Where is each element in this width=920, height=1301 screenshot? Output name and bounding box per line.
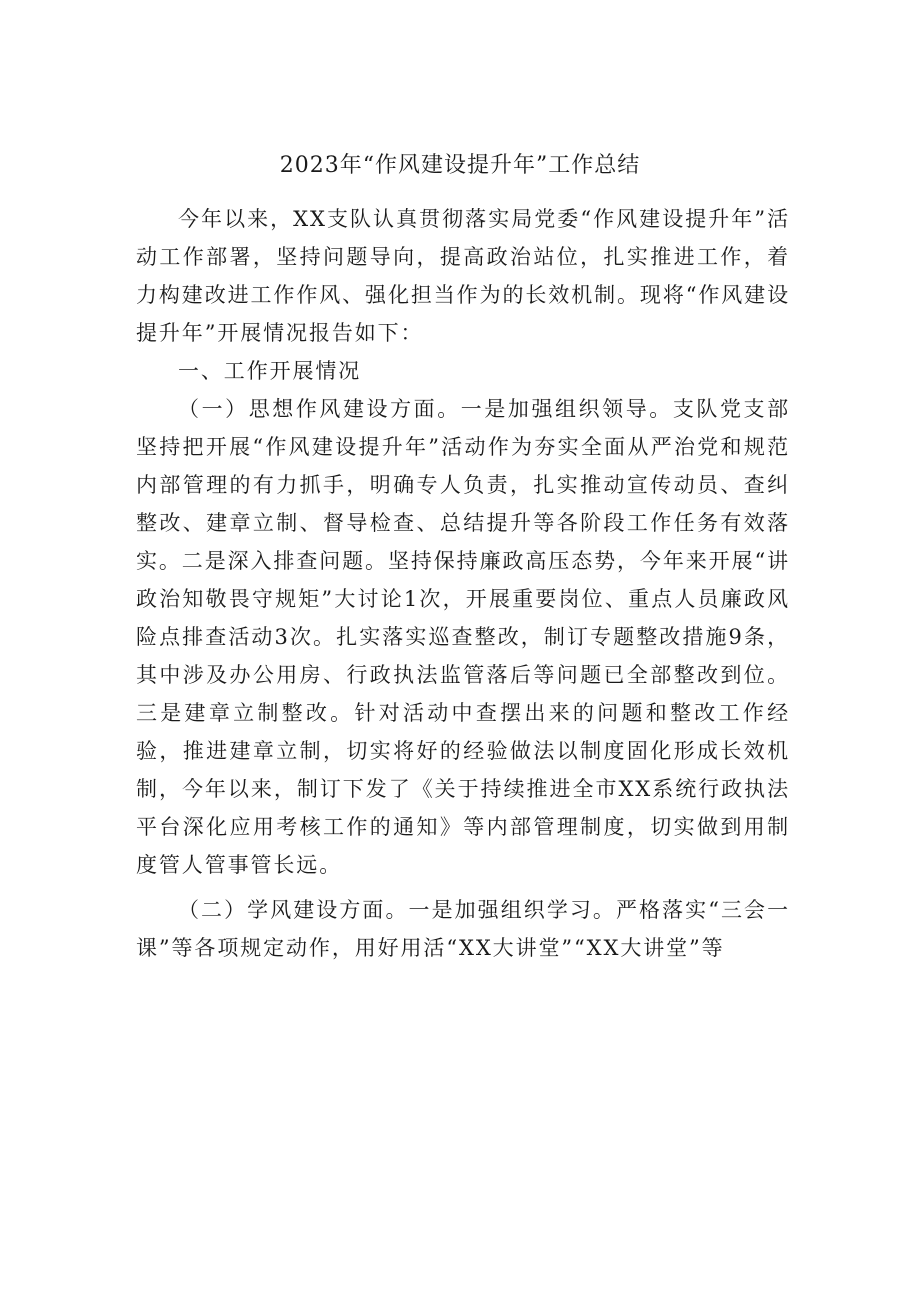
subsection-paragraph-1: （一）思想作风建设方面。一是加强组织领导。支队党支部坚持把开展“作风建设提升年”活动作为夯实全面从严治党和规范内部管理的有力抓手，明确专人负责，扎实推动宣传动员、查纠整改、建章立制、督导检查、总结提升等各阶段工作任务有效落实。二是深入排查问题。坚持保持廉政高压态势，今年来开展“讲政治知敬畏守规矩”大讨论1次，开展重要岗位、重点人员廉政风险点排查活动3次。扎实落实巡查整改，制订专题整改措施9条，其中涉及办公用房、行政执法监管落后等问题已全部整改到位。三是建章立制整改。针对活动中查摆出来的问题和整改工作经验，推进建章立制，切实将好的经验做法以制度固化形成长效机制，今年以来，制订下发了《关于持续推进全市XX系统行政执法平台深化应用考核工作的通知》等内部管理制度，切实做到用制度管人管事管长远。 [136,397,790,877]
document-body [136,200,790,967]
intro-paragraph: 今年以来，XX支队认真贯彻落实局党委“作风建设提升年”活动工作部署，坚持问题导向，提高政治站位，扎实推进工作，着力构建改进工作作风、强化担当作为的长效机制。现将“作风建设提升年”开展情况报告如下： [136,207,790,345]
section-heading: 一、工作开展情况 [178,359,362,383]
document-title: 2023年“作风建设提升年”工作总结 [279,153,641,178]
subsection-paragraph-2: （二）学风建设方面。一是加强组织学习。严格落实“三会一课”等各项规定动作，用好用活“XX大讲堂”“XX大讲堂”等 [136,898,790,960]
